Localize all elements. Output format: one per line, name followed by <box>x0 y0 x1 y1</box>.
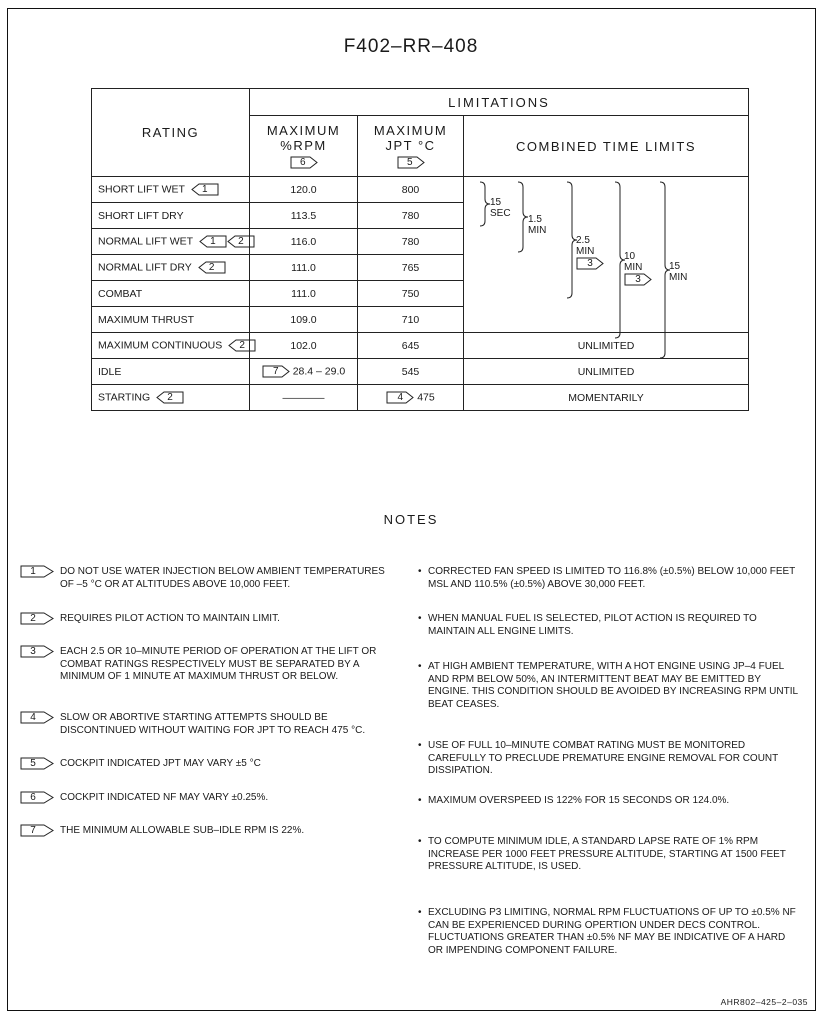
note-flag-icon: 4 <box>20 711 48 724</box>
bullet-icon: • <box>418 566 422 577</box>
note-text: SLOW OR ABORTIVE STARTING ATTEMPTS SHOULD BE DISCONTINUED WITHOUT WAITING FOR JPT TO REACH 475 °C. <box>60 712 366 736</box>
note-flag-icon: 2 <box>20 612 48 625</box>
note-text: COCKPIT INDICATED JPT MAY VARY ±5 °C <box>60 758 261 769</box>
note-flag-icon-left: 2 <box>198 261 226 274</box>
table-row: MAXIMUM THRUST 109.0 710 <box>92 307 749 333</box>
bullet-icon: • <box>418 740 422 751</box>
document-title: F402–RR–408 <box>343 36 479 57</box>
bracket-1-5-min: 1.5 MIN <box>528 214 547 236</box>
note-text: EXCLUDING P3 LIMITING, NORMAL RPM FLUCTUATIONS OF UP TO ±0.5% NF CAN BE EXPERIENCED DURING OPERTION UNDER DECS CONTROL. FLUCTUATIONS GREATER THAN ±0.5% NF MAY BE INDICATIVE OF A HARD OR IMPENDING COMPONENT FAILURE. <box>428 907 796 956</box>
bullet-icon: • <box>418 613 422 624</box>
note-flag-icon: 4 <box>386 391 414 404</box>
table-row: STARTING 2 ———— 4 475 MOMENTARILY <box>92 385 749 411</box>
note-text: COCKPIT INDICATED NF MAY VARY ±0.25%. <box>60 792 269 803</box>
notes-title: NOTES <box>383 512 439 527</box>
table-row: NORMAL LIFT DRY 2 111.0 765 <box>92 255 749 281</box>
note-text: THE MINIMUM ALLOWABLE SUB–IDLE RPM IS 22%. <box>60 825 305 836</box>
note-text: DO NOT USE WATER INJECTION BELOW AMBIENT TEMPERATURES OF –5 °C OR AT ALTITUDES ABOVE 10,000 FEET. <box>60 566 385 590</box>
note-flag-icon: 3 <box>20 645 48 658</box>
bracket-15-sec: 15 SEC <box>490 197 511 219</box>
table-row: IDLE 7 28.4 – 29.0 545 UNLIMITED <box>92 359 749 385</box>
note-text: AT HIGH AMBIENT TEMPERATURE, WITH A HOT ENGINE USING JP–4 FUEL AND RPM BELOW 50%, AN INTERMITTENT BEAT MAY BE EMITTED BY ENGINE. THIS CONDITION SHOULD BE AVOIDED BY INCREASING RPM UNTIL BEAT CEASES. <box>428 661 798 710</box>
note-text: TO COMPUTE MINIMUM IDLE, A STANDARD LAPSE RATE OF 1% RPM INCREASE PER 1000 FEET PRESSURE ALTITUDE, STARTING AT 1500 FEET PRESSURE ALTITUDE, IS USED. <box>428 836 786 872</box>
limitations-header: LIMITATIONS <box>250 89 749 116</box>
note-flag-icon-left: 1 <box>191 183 219 196</box>
note-flag-icon-left: 2 <box>228 339 256 352</box>
combined-time-limits-header: COMBINED TIME LIMITS <box>464 116 749 177</box>
note-flag-icon: 7 <box>262 365 290 378</box>
bracket-10-min: 10 MIN 3 <box>624 251 652 286</box>
note-flag-icon: 5 <box>397 156 425 169</box>
note-flag-icon-left: 2 <box>156 391 184 404</box>
bullet-icon: • <box>418 795 422 806</box>
note-text: CORRECTED FAN SPEED IS LIMITED TO 116.8% (±0.5%) BELOW 10,000 FEET MSL AND 110.5% (±0.5%) ABOVE 30,000 FEET. <box>428 566 796 590</box>
max-rpm-header: MAXIMUM %RPM 6 <box>250 116 358 177</box>
bullet-icon: • <box>418 836 422 847</box>
table-row: MAXIMUM CONTINUOUS 2 102.0 645 UNLIMITED <box>92 333 749 359</box>
bracket-15-min: 15 MIN <box>669 261 688 283</box>
bullet-icon: • <box>418 907 422 918</box>
note-flag-icon: 5 <box>20 757 48 770</box>
note-text: EACH 2.5 OR 10–MINUTE PERIOD OF OPERATION AT THE LIFT OR COMBAT RATINGS RESPECTIVELY MUST BE SEPARATED BY A MINIMUM OF 1 MINUTE AT MAXIMUM THRUST OR BELOW. <box>60 646 377 682</box>
note-flag-icon-left: 2 <box>227 235 255 248</box>
note-text: USE OF FULL 10–MINUTE COMBAT RATING MUST BE MONITORED CAREFULLY TO PRECLUDE PREMATURE ENGINE REMOVAL FOR COUNT DISSIPATION. <box>428 740 779 776</box>
table-row: NORMAL LIFT WET 1 2 116.0 780 <box>92 229 749 255</box>
max-jpt-header: MAXIMUM JPT °C 5 <box>358 116 464 177</box>
table-row: COMBAT 111.0 750 <box>92 281 749 307</box>
note-flag-icon: 1 <box>20 565 48 578</box>
note-flag-icon: 7 <box>20 824 48 837</box>
table-row: SHORT LIFT WET 1 120.0 800 15 SEC 1.5 MIN 2.5 MIN 3 10 MIN 3 15 MIN <box>92 177 749 203</box>
rating-header: RATING <box>92 89 250 177</box>
note-flag-icon: 6 <box>290 156 318 169</box>
note-text: WHEN MANUAL FUEL IS SELECTED, PILOT ACTION IS REQUIRED TO MAINTAIN ALL ENGINE LIMITS. <box>428 613 757 637</box>
bracket-2-5-min: 2.5 MIN 3 <box>576 235 604 270</box>
note-flag-icon-left: 1 <box>199 235 227 248</box>
figure-id: AHR802–425–2–035 <box>720 997 808 1007</box>
bullet-icon: • <box>418 661 422 672</box>
note-flag-icon: 3 <box>624 273 652 286</box>
note-flag-icon: 6 <box>20 791 48 804</box>
combined-time-brackets <box>464 177 749 333</box>
note-flag-icon: 3 <box>576 257 604 270</box>
table-row: SHORT LIFT DRY 113.5 780 <box>92 203 749 229</box>
limitations-table <box>91 88 749 411</box>
note-text: REQUIRES PILOT ACTION TO MAINTAIN LIMIT. <box>60 613 280 624</box>
note-text: MAXIMUM OVERSPEED IS 122% FOR 15 SECONDS OR 124.0%. <box>428 795 730 806</box>
